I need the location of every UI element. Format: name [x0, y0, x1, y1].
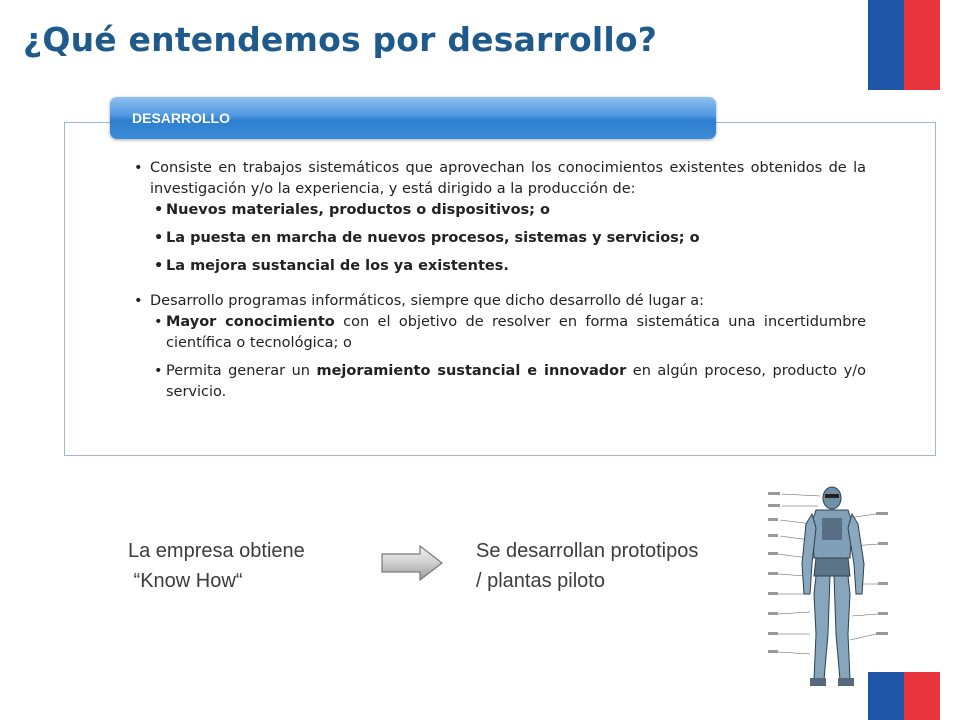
bullet-consiste	[134, 158, 866, 277]
sublist-software	[150, 312, 866, 403]
bullet-consiste-text: Consiste en trabajos sistemáticos que aprovechan los conocimientos existentes obtenidos de la investigación y/o la experiencia, y está dirigido a la producción de:	[150, 160, 866, 197]
arrow-right-icon	[380, 544, 444, 582]
slide-title: ¿Qué entendemos por desarrollo?	[23, 20, 658, 59]
sub-bullet-post: en algún proceso, producto y/o servicio.	[166, 363, 867, 400]
sub-bullet-pre: Permita generar un	[166, 363, 317, 379]
flow-start-text	[128, 536, 305, 596]
definition-list	[134, 158, 866, 410]
flag-red-bar	[904, 672, 940, 720]
flow-start-line2: “Know How“	[128, 570, 243, 592]
flag-blue-bar	[868, 672, 904, 720]
sub-bullet-bold: Mayor conocimiento	[166, 314, 335, 330]
flow-end-text	[476, 536, 698, 596]
sub-bullet: • La mejora sustancial de los ya existentes.	[150, 256, 866, 277]
flag-blue-bar	[868, 0, 904, 90]
flag-decoration-top	[868, 0, 940, 90]
sublist-production	[150, 200, 866, 277]
flag-red-bar	[904, 0, 940, 90]
sub-bullet-mejoramiento	[150, 361, 866, 403]
flow-end-line1: Se desarrollan prototipos	[476, 540, 699, 562]
definition-tab	[110, 97, 716, 139]
bullet-software-text: Desarrollo programas informáticos, siempre que dicho desarrollo dé lugar a:	[150, 293, 704, 309]
robot-illustration	[768, 484, 890, 692]
sub-bullet: • Nuevos materiales, productos o dispositivos; o	[150, 200, 866, 221]
definition-tab-label: DESARROLLO	[132, 110, 230, 126]
bullet-software	[134, 291, 866, 403]
sub-bullet-bold: mejoramiento sustancial e innovador	[316, 363, 627, 379]
sub-bullet-conocimiento	[150, 312, 866, 354]
sub-bullet-rest: con el objetivo de resolver en forma sistemática una incertidumbre científica o tecnológica; o	[166, 314, 866, 351]
flag-decoration-bottom	[868, 672, 940, 720]
flow-start-line1: La empresa obtiene	[128, 540, 305, 562]
sub-bullet: • La puesta en marcha de nuevos procesos, sistemas y servicios; o	[150, 228, 866, 249]
flow-end-line2: / plantas piloto	[476, 570, 605, 592]
